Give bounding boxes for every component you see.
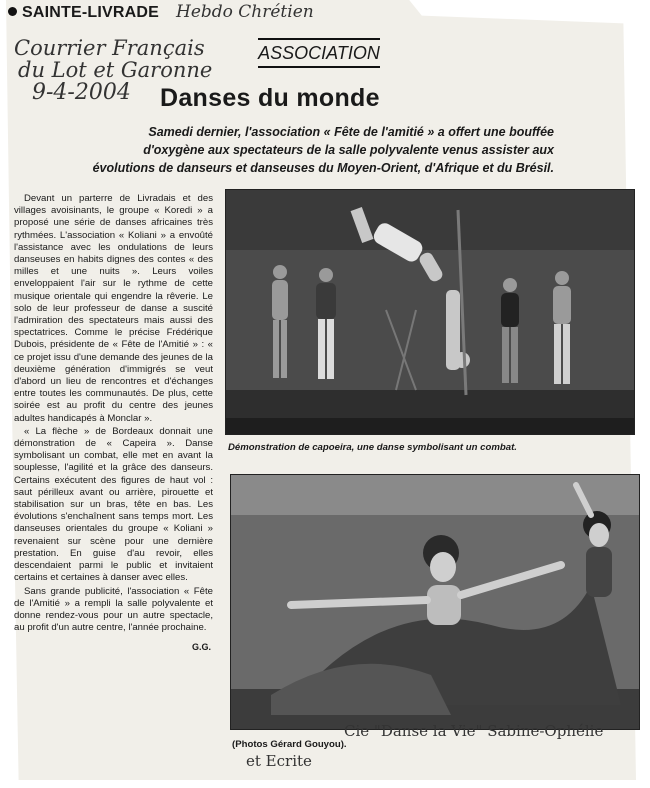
bleed-through-text	[440, 70, 443, 84]
photo-credit: (Photos Gérard Gouyou).	[232, 739, 347, 750]
body-paragraph-2: « La flèche » de Bordeaux donnait une démonstration de « Capeira ». Danse symbolisant un combat, elle met en avant la souplesse, l'agilité et la grâce des danseurs. Certains exécutent des figures de haut vol : saut périlleux avant ou arrière, pirouette et stabilisation sur un bras, tête en bas. Les évolutions s'enchaînent sans temps mort. Les danseuses orientales du groupe « Koliani » revenaient sur scène pour une dernière prestation. En guise d'au revoir, elles descendaient parmi le public et invitaient certains et certaines à danser avec elles.	[14, 425, 213, 584]
article-body	[14, 193, 213, 635]
body-paragraph-1: Devant un parterre de Livradais et des villages avoisinants, le groupe « Koredi » a proposé une série de danses africaines très rythmées. L'association « Koliani » a envoûté l'assistance avec les ondulations de leurs danseuses en habits dignes des contes « des milles et une nuits ». Leurs voiles enveloppaient l'air sur le rythme de cette musique orientale qui engendre la rêverie. Le solo de leur professeur de danse a suscité l'admiration des spectateurs mais aussi des spectatrices. Comme le précise Frédérique Dubois, présidente de « Fête de l'Amitié » : « ce projet issu d'une demande des jeunes de la deuxième génération d'immigrés se veut d'abord un lieu de rencontres et d'échanges entre toutes les communautés. De plus, cette soirée est au profit du centre des jeunes adultes handicapés à Monclar ».	[14, 193, 213, 424]
handwritten-caption-line1: Cie "Danse la Vie" Sabine-Ophélie	[344, 722, 604, 740]
handwritten-source-line1: Courrier Français	[14, 36, 205, 60]
photo-capoeira	[225, 189, 635, 435]
article-title: Danses du monde	[160, 84, 380, 112]
handwritten-publication: Hebdo Chrétien	[176, 2, 314, 22]
bullet-icon	[8, 7, 17, 16]
article-lead: Samedi dernier, l'association « Fête de l'amitié » a offert une bouffée d'oxygène aux spectateurs de la salle polyvalente venus assister aux évolutions de danseurs et danseuses du Moyen-Orient, d'Afrique et du Brésil.	[92, 125, 554, 175]
handwritten-caption-line2: et Ecrite	[246, 752, 312, 770]
body-paragraph-3: Sans grande publicité, l'association « Fête de l'Amitié » a rempli la salle polyvalente et donne rendez-vous pour un autre spectacle, au profit d'un autre centre, l'année prochaine.	[14, 585, 213, 634]
oriental-dance-scene-image	[231, 475, 639, 729]
handwritten-date: 9-4-2004	[32, 80, 131, 105]
photo1-caption: Démonstration de capoeira, une danse symbolisant un combat.	[228, 442, 517, 453]
section-label: SAINTE-LIVRADE	[22, 4, 160, 21]
section-heading	[8, 4, 159, 22]
capoeira-scene-image	[226, 190, 634, 434]
rubric-label: ASSOCIATION	[258, 38, 380, 68]
handwritten-source-line2: du Lot et Garonne	[18, 58, 213, 82]
photo-oriental-dancers	[230, 474, 640, 730]
author-signature: G.G.	[192, 642, 212, 652]
